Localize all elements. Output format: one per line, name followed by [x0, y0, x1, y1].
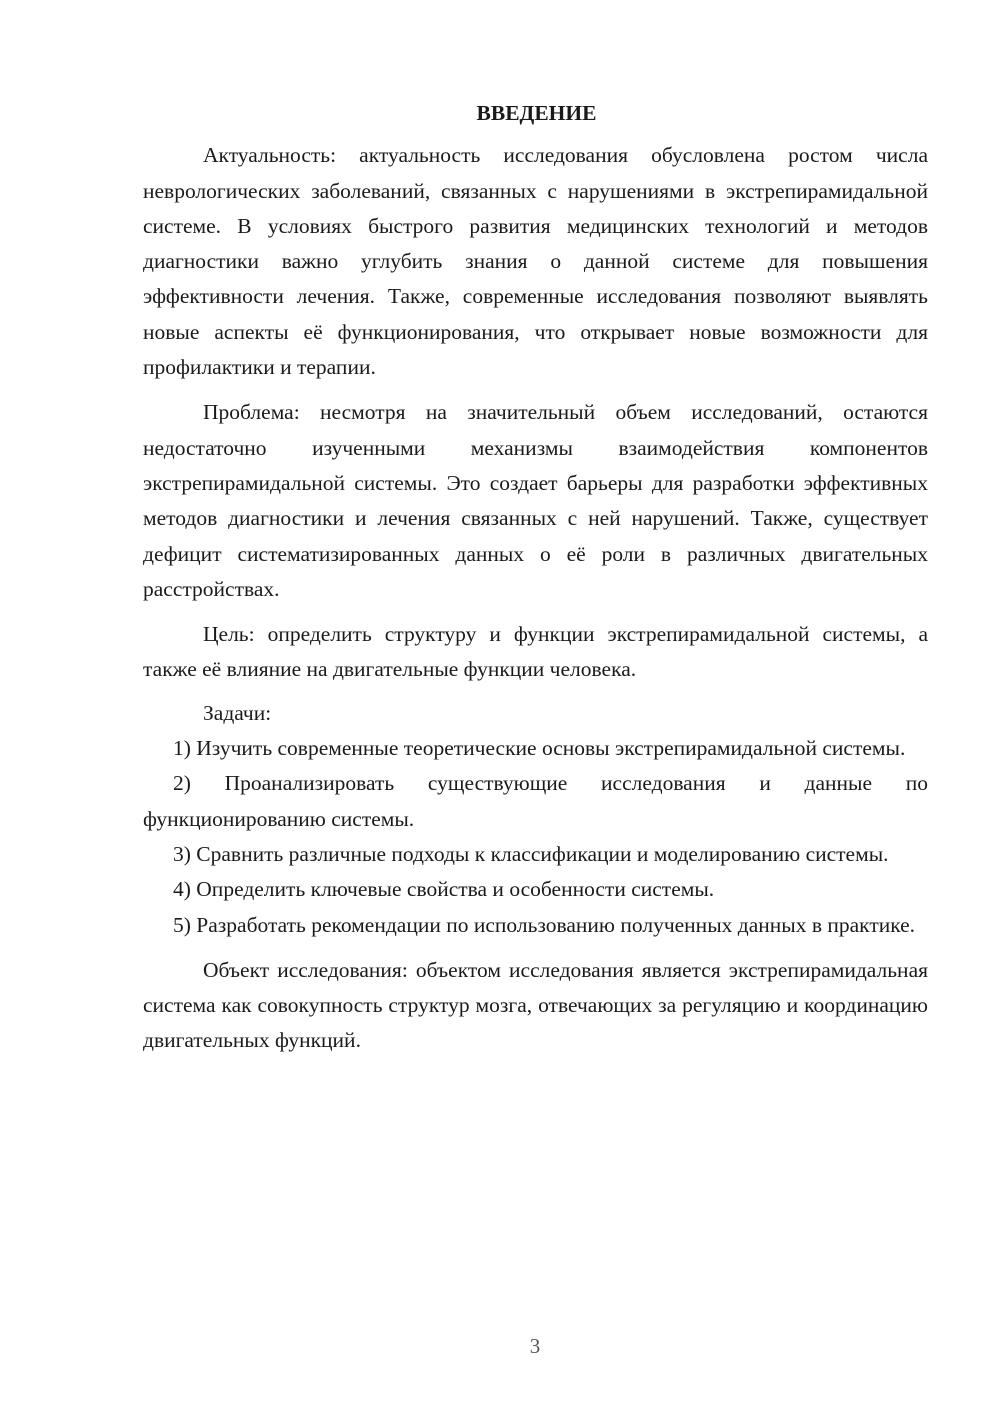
page-number: 3	[529, 1334, 541, 1358]
tasks-list	[143, 731, 928, 943]
list-item-task-1: 1) Изучить современные теоретические основы экстрепирамидальной системы.	[173, 736, 906, 761]
paragraph-object: Объект исследования: объектом исследования является экстрепирамидальная система как совокупность структур мозга, отвечающих за регуляцию и координацию двигательных функций.	[143, 957, 928, 1053]
paragraph-relevance: Актуальность: актуальность исследования обусловлена ростом числа неврологических заболеваний, связанных с нарушениями в экстрепирамидальной системе. В условиях быстрого развития медицинских технологий и методов диагностики важно углубить знания о данной системе для повышения эффективности лечения. Также, современные исследования позволяют выявлять новые аспекты её функционирования, что открывает новые возможности для профилактики и терапии.	[143, 143, 928, 380]
page-title: ВВЕДЕНИЕ	[476, 101, 597, 125]
list-item-task-3: 3) Сравнить различные подходы к классификации и моделированию системы.	[173, 841, 889, 866]
list-item-task-4: 4) Определить ключевые свойства и особенности системы.	[173, 877, 715, 902]
list-item-task-5: 5) Разработать рекомендации по использованию полученных данных в практике.	[173, 912, 916, 937]
paragraph-goal: Цель: определить структуру и функции экстрепирамидальной системы, а также её влияние на двигательные функции человека.	[143, 622, 928, 682]
tasks-heading: Задачи:	[203, 700, 272, 725]
paragraph-problem: Проблема: несмотря на значительный объем исследований, остаются недостаточно изученными механизмы взаимодействия компонентов экстрепирамидальной системы. Это создает барьеры для разработки эффективных методов диагностики и лечения связанных с ней нарушений. Также, существует дефицит систематизированных данных о её роли в различных двигательных расстройствах.	[143, 400, 928, 601]
document-body	[143, 96, 928, 1059]
list-item-task-2: 2) Проанализировать существующие исследования и данные по функционированию системы.	[143, 771, 928, 831]
